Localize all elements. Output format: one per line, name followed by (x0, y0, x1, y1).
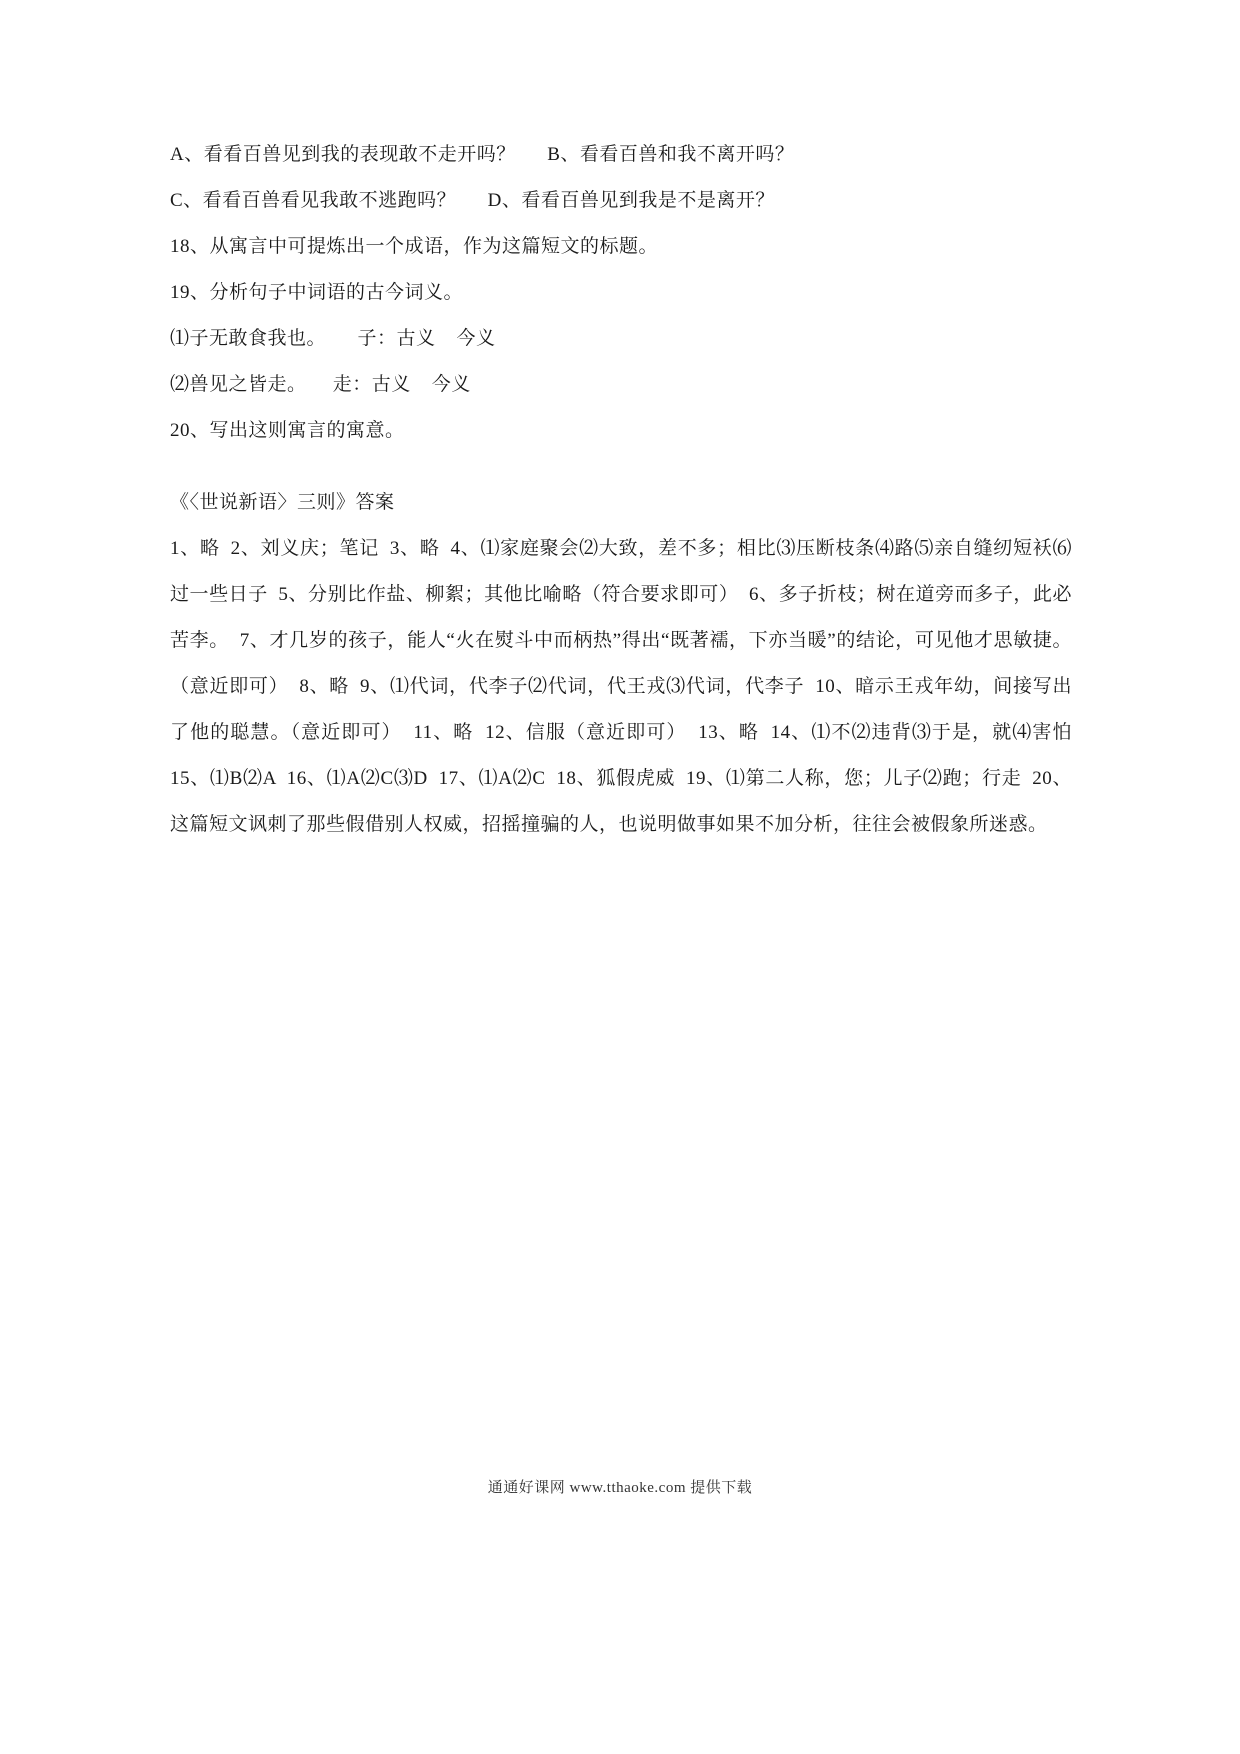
section-gap (170, 454, 1072, 480)
document-content (170, 132, 1083, 848)
answers-body: 1、略 2、刘义庆；笔记 3、略 4、⑴家庭聚会⑵大致，差不多；相比⑶压断枝条⑷路⑸亲自缝纫短袄⑹过一些日子 5、分别比作盐、柳絮；其他比喻略（符合要求即可） 6、多子折枝；树在道旁而多子，此必苦李。 7、才几岁的孩子，能人“火在熨斗中而柄热”得出“既著襦，下亦当暖”的结论，可见他才思敏捷。（意近即可） 8、略 9、⑴代词，代李子⑵代词，代王戎⑶代词，代李子 10、暗示王戎年幼，间接写出了他的聪慧。（意近即可） 11、略 12、信服（意近即可） 13、略 14、⑴不⑵违背⑶于是，就⑷害怕 15、⑴B⑵A 16、⑴A⑵C⑶D 17、⑴A⑵C 18、狐假虎威 19、⑴第二人称，您；儿子⑵跑；行走 20、这篇短文讽刺了那些假借别人权威，招摇撞骗的人，也说明做事如果不加分析，往往会被假象所迷惑。 (170, 538, 1083, 835)
choice-line-cd: C、看看百兽看见我敢不逃跑吗？ D、看看百兽见到我是不是离开？ (170, 190, 775, 211)
answers-title: 《〈世说新语〉三则》答案 (170, 492, 395, 513)
question-20: 20、写出这则寓言的寓意。 (170, 420, 405, 441)
choice-line-ab: A、看看百兽见到我的表现敢不走开吗？ B、看看百兽和我不离开吗？ (170, 144, 795, 165)
question-19-sub1: ⑴子无敢食我也。 子：古义 今义 (170, 328, 496, 349)
question-19: 19、分析句子中词语的古今词义。 (170, 282, 464, 303)
footer-text: 通通好课网 www.tthaoke.com 提供下载 (487, 1480, 753, 1496)
page-footer (0, 1476, 1240, 1497)
question-18: 18、从寓言中可提炼出一个成语，作为这篇短文的标题。 (170, 236, 659, 257)
question-19-sub2: ⑵兽见之皆走。 走：古义 今义 (170, 374, 471, 395)
